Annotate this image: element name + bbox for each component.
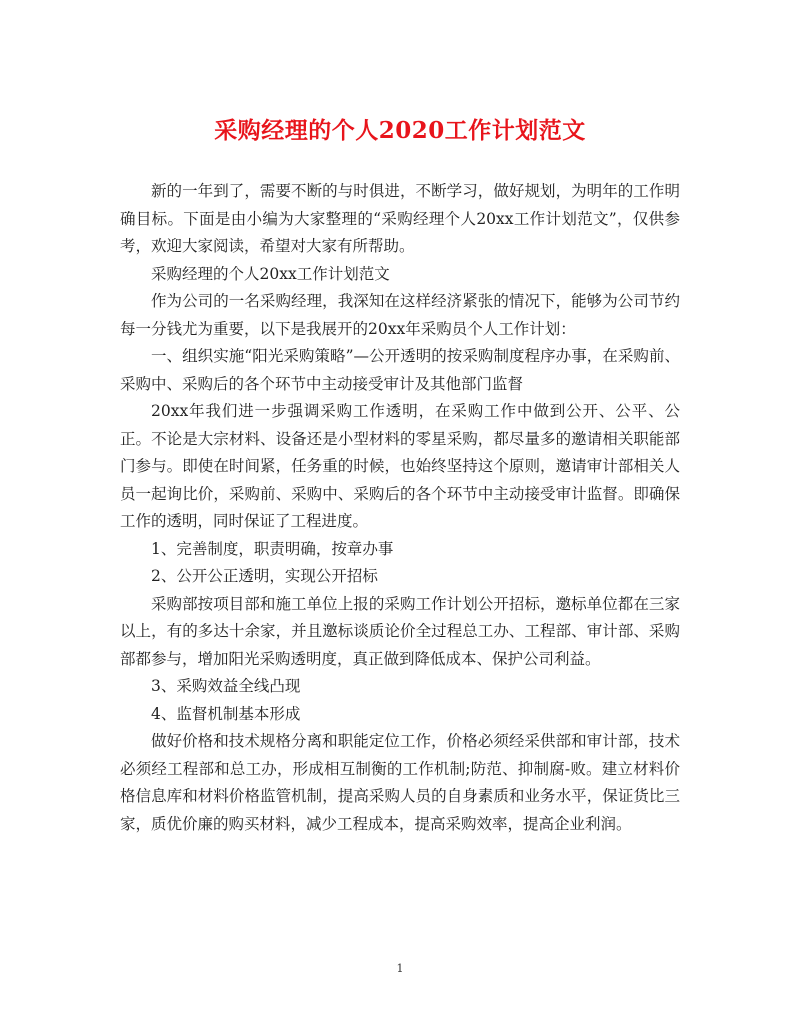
paragraph-item-3: 3、采购效益全线凸现 bbox=[151, 677, 301, 695]
paragraph-intro: 新的一年到了，需要不断的与时俱进，不断学习，做好规划，为明年的工作明确目标。下面是由小编为大家整理的“采购经理个人20xx工作计划范文”，仅供参考，欢迎大家阅读，希望对大家有所帮助。 bbox=[120, 182, 680, 255]
document-title: 采购经理的个人2020工作计划范文 bbox=[214, 117, 586, 144]
paragraph-item-1: 1、完善制度，职责明确，按章办事 bbox=[151, 539, 394, 558]
paragraph-item-2: 2、公开公正透明，实现公开招标 bbox=[151, 567, 378, 585]
paragraph-transparency: 20xx年我们进一步强调采购工作透明，在采购工作中做到公开、公平、公正。不论是大宗材料、设备还是小型材料的零星采购，都尽量多的邀请相关职能部门参与。即使在时间紧，任务重的时候，也始终坚持这个原则，邀请审计部相关人员一起询比价，采购前、采购中、采购后的各个环节中主动接受审计监督。即确保工作的透明，同时保证了工程进度。 bbox=[120, 402, 680, 530]
paragraph-bidding: 采购部按项目部和施工单位上报的采购工作计划公开招标，邀标单位都在三家以上，有的多达十余家，并且邀标谈质论价全过程总工办、工程部、审计部、采购部都参与，增加阳光采购透明度，真正做到降低成本、保护公司利益。 bbox=[120, 594, 680, 668]
paragraph-supervision: 做好价格和技术规格分离和职能定位工作，价格必须经采供部和审计部，技术必须经工程部和总工办，形成相互制衡的工作机制;防范、抑制腐-败。建立材料价格信息库和材料价格监管机制，提高采购人员的自身素质和业务水平，保证货比三家，质优价廉的购买材料，减少工程成本，提高采购效率，提高企业利润。 bbox=[120, 732, 680, 833]
document-body bbox=[120, 178, 680, 838]
page-number: 1 bbox=[396, 962, 404, 975]
paragraph-section-one: 一、组织实施“阳光采购策略”—公开透明的按采购制度程序办事，在采购前、采购中、采购后的各个环节中主动接受审计及其他部门监督 bbox=[120, 347, 680, 393]
paragraph-role: 作为公司的一名采购经理，我深知在这样经济紧张的情况下，能够为公司节约每一分钱尤为重要，以下是我展开的20xx年采购员个人工作计划： bbox=[120, 292, 680, 338]
paragraph-item-4: 4、监督机制基本形成 bbox=[151, 704, 301, 723]
paragraph-subtitle: 采购经理的个人20xx工作计划范文 bbox=[151, 264, 390, 283]
